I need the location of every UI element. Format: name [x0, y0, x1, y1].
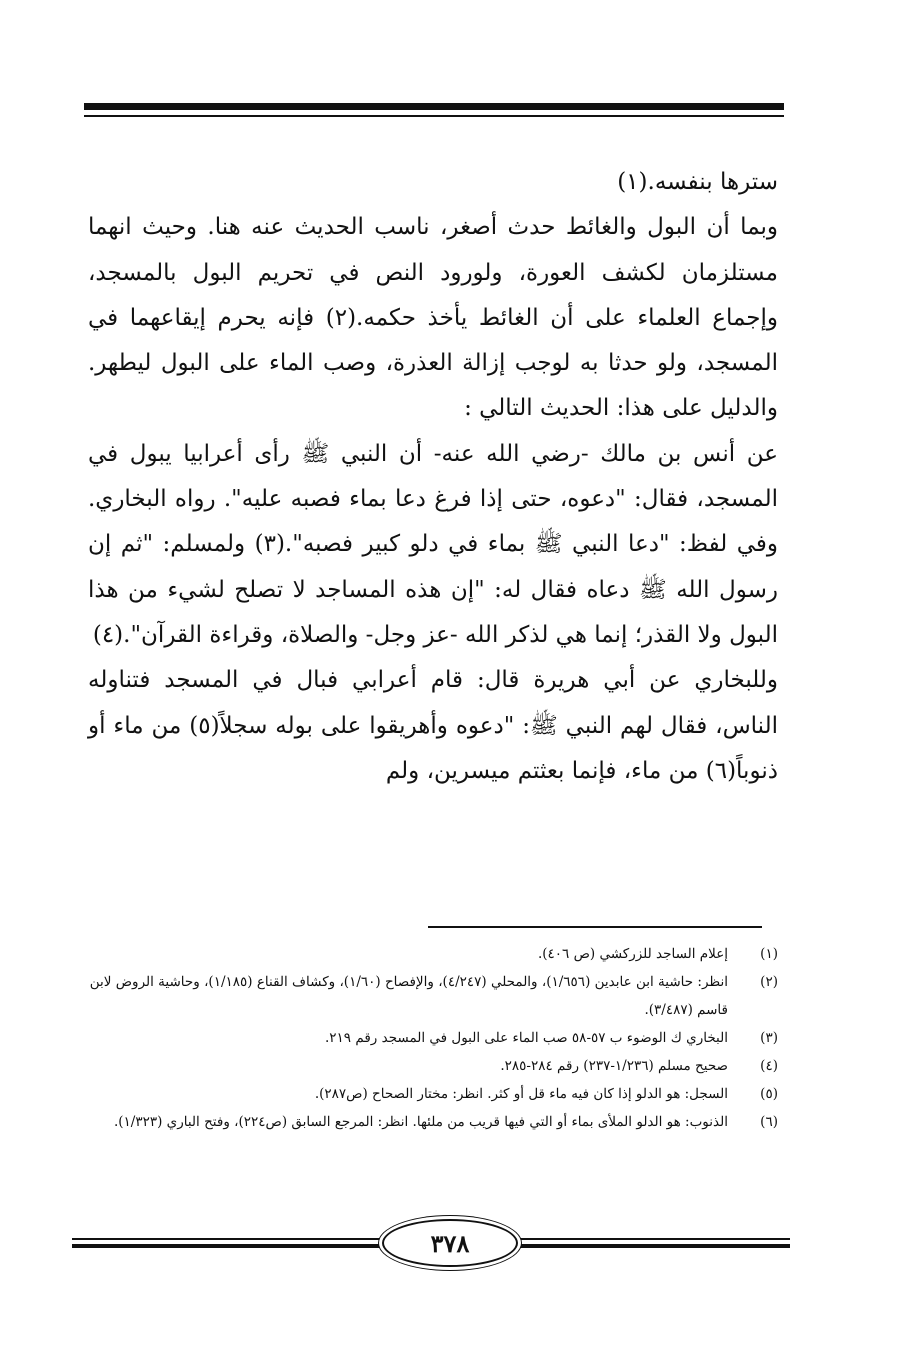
- footnote: [88, 1108, 778, 1136]
- footnote: [88, 1024, 778, 1052]
- header-rule-thick: [84, 103, 784, 110]
- footnote-text: انظر: حاشية ابن عابدين (١/٦٥٦)، والمحلي (٤/٢٤٧)، والإفصاح (١/٦٠)، وكشاف القناع (١/١٨٥)، وحاشية الروض لابن قاسم (٣/٤٨٧).: [89, 974, 728, 1018]
- footnote-text: السجل: هو الدلو إذا كان فيه ماء قل أو كثر. انظر: مختار الصحاح (ص٢٨٧).: [314, 1086, 728, 1102]
- footnote: [88, 968, 778, 1024]
- footnote-number: (٦): [760, 1114, 778, 1130]
- footnote: [88, 940, 778, 968]
- footnote: [88, 1080, 778, 1108]
- page-number: ٣٧٨: [382, 1219, 518, 1267]
- footnote-number: (٣): [760, 1030, 778, 1046]
- footnote: [88, 1052, 778, 1080]
- footnote-number: (٤): [760, 1058, 778, 1074]
- footnote-text: إعلام الساجد للزركشي (ص ٤٠٦).: [537, 946, 728, 962]
- paragraph: وللبخاري عن أبي هريرة قال: قام أعرابي فبال في المسجد فتناوله الناس، فقال لهم النبي ﷺ: "دعوه وأهريقوا على بوله سجلاً(٥) من ماء أو ذنوباً(٦) من ماء، فإنما بعثتم ميسرين، ولم: [88, 667, 778, 784]
- footnote-number: (٥): [760, 1086, 778, 1102]
- footnote-text: البخاري ك الوضوء ب ٥٧-٥٨ صب الماء على البول في المسجد رقم ٢١٩.: [325, 1030, 728, 1046]
- header-rule-thin: [84, 115, 784, 117]
- main-text: [88, 160, 778, 794]
- paragraph: عن أنس بن مالك -رضي الله عنه- أن النبي ﷺ رأى أعرابيا يبول في المسجد، فقال: "دعوه، حتى إذا فرغ دعا بماء فصبه عليه". رواه البخاري. وفي لفظ: "دعا النبي ﷺ بماء في دلو كبير فصبه".(٣) ولمسلم: "ثم إن رسول الله ﷺ دعاه فقال له: "إن هذه المساجد لا تصلح لشيء من هذا البول ولا القذر؛ إنما هي لذكر الله -عز وجل- والصلاة، وقراءة القرآن".(٤): [88, 440, 778, 648]
- footnotes: [88, 940, 778, 1136]
- paragraph: سترها بنفسه.(١): [617, 169, 778, 195]
- paragraph: وبما أن البول والغائط حدث أصغر، ناسب الحديث عنه هنا. وحيث انهما مستلزمان لكشف العورة، ولورود النص في تحريم البول بالمسجد، وإجماع العلماء على أن الغائط يأخذ حكمه.(٢) فإنه يحرم إيقاعهما في المسجد، ولو حدثا به لوجب إزالة العذرة، وصب الماء على البول ليطهر. والدليل على هذا: الحديث التالي :: [88, 214, 779, 422]
- footnote-text: الذنوب: هو الدلو الملأى بماء أو التي فيها قريب من ملئها. انظر: المرجع السابق (ص٢٢٤)، وفتح الباري (١/٣٢٣).: [113, 1114, 728, 1130]
- footnote-text: صحيح مسلم (١/٢٣٦-٢٣٧) رقم ٢٨٤-٢٨٥.: [500, 1058, 728, 1074]
- footnote-separator: [428, 926, 762, 928]
- footnote-number: (١): [760, 946, 778, 962]
- footnote-number: (٢): [760, 974, 778, 990]
